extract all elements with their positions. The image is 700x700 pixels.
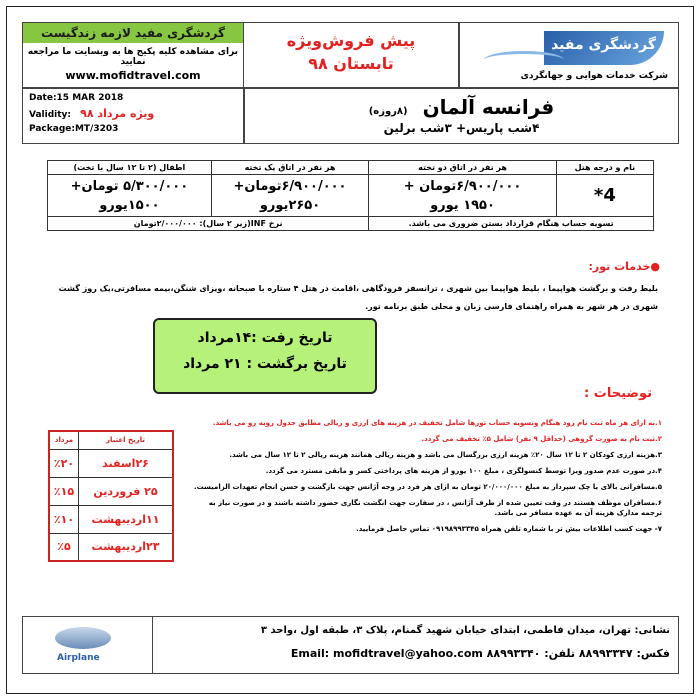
price-single bbox=[211, 175, 368, 217]
header-promo-box bbox=[243, 22, 459, 88]
validity-label: Validity: bbox=[29, 110, 72, 120]
logo-swoosh-icon bbox=[484, 51, 564, 69]
discount-percent: ٪۱۵ bbox=[49, 477, 79, 505]
col-month: مرداد bbox=[49, 431, 79, 449]
settlement-note: تسویه حساب هنگام قرارداد بستن ضروری می باشد. bbox=[369, 217, 654, 231]
logo-text: گردشگری مفید bbox=[551, 37, 656, 53]
discount-percent: ٪۵ bbox=[49, 533, 79, 561]
validity-value: ویژه مرداد ۹۸ bbox=[80, 107, 155, 120]
company-subtitle: شرکت خدمات هوایی و جهانگردی bbox=[520, 71, 668, 81]
package-date: Date:15 MAR 2018 bbox=[29, 93, 124, 103]
slogan-banner: گردشگری مفید لازمه زندگیست bbox=[23, 23, 243, 43]
nights-breakdown: ۴شب پاریس+ ۳شب برلین bbox=[383, 121, 540, 135]
infant-rate-note: نرخ INF(زیر ۲ سال): ۲/۰۰۰/۰۰۰تومان bbox=[48, 217, 369, 231]
price-note-row bbox=[48, 217, 654, 231]
company-logo-box bbox=[459, 22, 679, 88]
discount-percent: ٪۱۰ bbox=[49, 505, 79, 533]
hotel-grade: 4* bbox=[556, 175, 653, 217]
note-item: ۵.مسافرانی بالای یا چک سپردار به مبلغ ۲۰/۰۰۰/۰۰۰ تومان به ازای هر فرد در وجه آژانس جهت بازگشت و حسن انجام تعهدات الزامیست. bbox=[193, 483, 662, 491]
price-row bbox=[48, 175, 654, 217]
note-item: ۳.هزینه ارزی کودکان ۲ تا ۱۲ سال ۲۰٪ هزینه ارزی بزرگسال می باشد و هزینه ریالی همانند هزینه ریالی ۲ تا ۱۲ سال می باشد. bbox=[229, 451, 662, 459]
price-single-euro: ۲۶۵۰یورو bbox=[259, 197, 321, 213]
office-address: نشانی: تهران، میدان فاطمی، ابتدای خیابان شهید گمنام، پلاک ۳، طبقه اول ،واحد ۳ bbox=[260, 625, 670, 636]
departure-date: تاریخ رفت :۱۴مرداد bbox=[197, 330, 333, 346]
col-single: هر نفر در اتاق یک تخته bbox=[211, 161, 368, 175]
price-double-euro: ۱۹۵۰ یورو bbox=[430, 197, 495, 213]
price-double-toman: ۶/۹۰۰/۰۰۰تومان + bbox=[403, 178, 522, 194]
price-header-row bbox=[48, 161, 654, 175]
destination-box bbox=[244, 88, 679, 144]
col-valid-date: تاریخ اعتبار bbox=[79, 431, 174, 449]
contact-info[interactable]: Email: mofidtravel@yahoo.com فکس: ۸۸۹۹۳۳۴۷ تلفن: ۸۸۹۹۳۳۴۰ bbox=[290, 647, 670, 660]
promo-season: تابستان ۹۸ bbox=[308, 54, 394, 73]
note-item: ۷- جهت کسب اطلاعات بیش تر با شماره تلفن همراه ۰۹۱۹۸۹۹۳۳۴۵ تماس حاصل فرمایید. bbox=[356, 525, 662, 533]
services-body: بلیط رفت و برگشت هواپیما ، بلیط هواپیما بین شهری ، ترانسفر فرودگاهی ،اقامت در هتل ۴ ستاره با صبحانه ،ویزای شنگن،بیمه مسافرتی،یک روز گشت شهری در هر شهر به همراه راهنمای فارسی زبان و محلی طبق برنامه تور. bbox=[58, 284, 658, 311]
website-url[interactable]: www.mofidtravel.com bbox=[65, 69, 201, 82]
note-item: ۱.به ازای هر ماه ثبت نام زود هنگام وتسویه حساب تورها شامل تخفیف در هزینه های ارزی و ریالی مطابق جدول روبه رو می باشد. bbox=[212, 419, 662, 427]
note-item: ۴.در صورت عدم صدور ویزا توسط کنسولگری ، مبلغ ۱۰۰ یورو از هزینه های پرداختی کسر و مابقی مسترد می گردد. bbox=[265, 467, 662, 475]
notes-title: توضیحات : bbox=[584, 386, 652, 401]
website-prompt: برای مشاهده کلیه پکیج ها به وبسایت ما مراجعه نمایید bbox=[27, 47, 239, 67]
footer-box bbox=[22, 616, 679, 674]
return-date: تاریخ برگشت : ۲۱ مرداد bbox=[183, 356, 347, 372]
discount-date: ۲۵ فروردین bbox=[79, 477, 174, 505]
table-row bbox=[49, 533, 173, 561]
destination-name: فرانسه آلمان bbox=[422, 95, 555, 119]
services-title: ●خدمات تور: bbox=[588, 260, 660, 273]
package-info-box bbox=[22, 88, 244, 144]
discount-date: ۲۶اسفند bbox=[79, 449, 174, 477]
note-item: ۶.مسافران موظف هستند در وقت تعیین شده از طرف آژانس ، در سفارت جهت انگشت نگاری حضور داشته باشند و در صورت نیاز به ترجمه مدارک هزینه آن به عهده مسافر می باشد. bbox=[208, 499, 662, 517]
discount-date: ۱۱اردیبهشت bbox=[79, 505, 174, 533]
price-child-toman: ۵/۳۰۰/۰۰۰ تومان+ bbox=[70, 178, 189, 194]
discount-percent: ٪۲۰ bbox=[49, 449, 79, 477]
col-child: اطفال (۲ تا ۱۲ سال با تخت) bbox=[48, 161, 212, 175]
destination-title bbox=[245, 95, 678, 119]
discount-date: ۲۳اردیبهشت bbox=[79, 533, 174, 561]
promo-title: پیش فروش‌ویژه bbox=[286, 31, 416, 50]
price-child-euro: ۱۵۰۰یورو bbox=[99, 197, 160, 213]
notes-list bbox=[188, 418, 662, 540]
airplane-label: Airplane bbox=[57, 653, 100, 663]
col-hotel: نام و درجه هتل bbox=[556, 161, 653, 175]
airplane-icon bbox=[55, 627, 111, 649]
travel-dates-box bbox=[153, 318, 377, 394]
price-table bbox=[47, 160, 654, 231]
header-left-box bbox=[22, 22, 244, 88]
note-item: ۲.ثبت نام به صورت گروهی (حداقل ۹ نفر) شامل ۵٪ تخفیف می گردد. bbox=[421, 435, 662, 443]
package-code: Package:MT/3203 bbox=[29, 124, 119, 134]
airplane-logo-box bbox=[23, 617, 153, 673]
price-single-toman: ۶/۹۰۰/۰۰۰تومان+ bbox=[233, 178, 347, 194]
price-child bbox=[48, 175, 212, 217]
col-double: هر نفر در اتاق دو تخته bbox=[369, 161, 557, 175]
price-double bbox=[369, 175, 557, 217]
table-row bbox=[49, 505, 173, 533]
discount-header-row bbox=[49, 431, 173, 449]
package-validity bbox=[29, 107, 237, 120]
table-row bbox=[49, 449, 173, 477]
table-row bbox=[49, 477, 173, 505]
discount-table bbox=[48, 430, 174, 562]
trip-duration: (۸روزه) bbox=[368, 106, 408, 117]
